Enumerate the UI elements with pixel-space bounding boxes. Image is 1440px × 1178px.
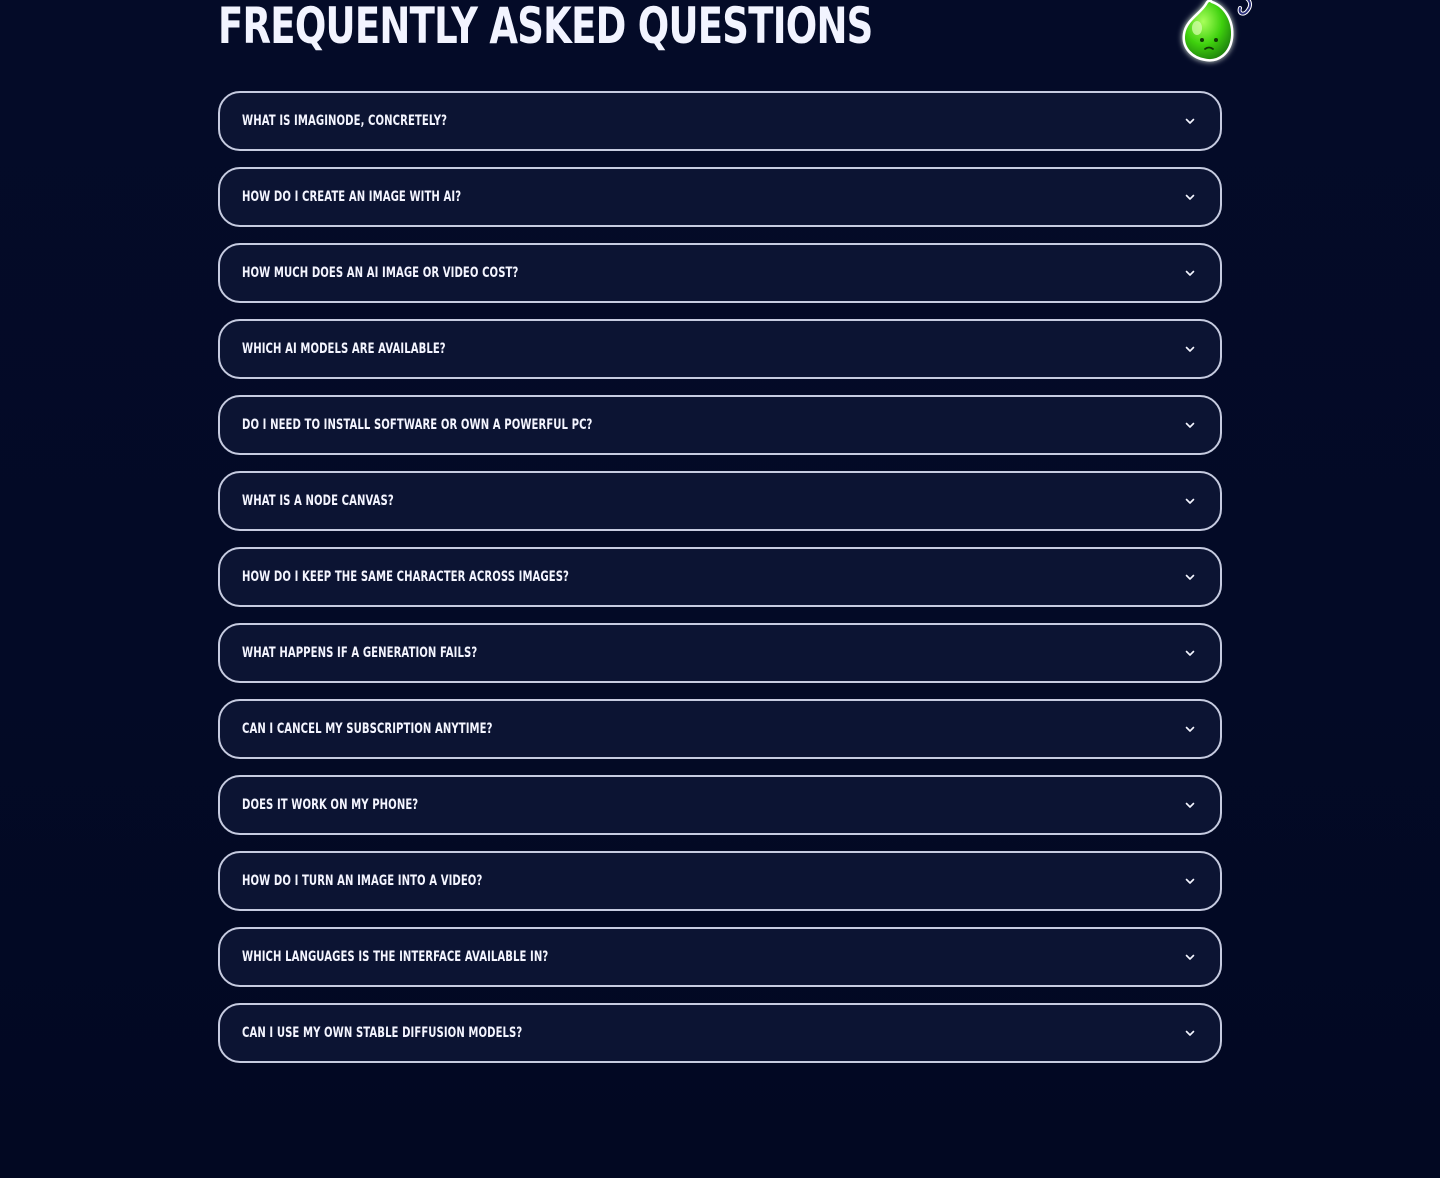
faq-question: WHICH LANGUAGES IS THE INTERFACE AVAILABLE IN?	[242, 949, 549, 965]
chevron-down-icon	[1184, 115, 1196, 127]
chevron-down-icon	[1184, 951, 1196, 963]
faq-item[interactable]	[218, 1003, 1222, 1063]
faq-item[interactable]	[218, 243, 1222, 303]
faq-question: DO I NEED TO INSTALL SOFTWARE OR OWN A POWERFUL PC?	[242, 417, 593, 433]
chevron-down-icon	[1184, 267, 1196, 279]
faq-question: CAN I USE MY OWN STABLE DIFFUSION MODELS?	[242, 1025, 523, 1041]
faq-question: HOW DO I CREATE AN IMAGE WITH AI?	[242, 189, 462, 205]
green-slime-mascot-icon	[1172, 0, 1262, 70]
faq-title: FREQUENTLY ASKED QUESTIONS	[218, 0, 873, 55]
faq-item[interactable]	[218, 167, 1222, 227]
faq-question: HOW MUCH DOES AN AI IMAGE OR VIDEO COST?	[242, 265, 519, 281]
faq-item[interactable]	[218, 319, 1222, 379]
chevron-down-icon	[1184, 571, 1196, 583]
chevron-down-icon	[1184, 799, 1196, 811]
faq-question: DOES IT WORK ON MY PHONE?	[242, 797, 419, 813]
chevron-down-icon	[1184, 419, 1196, 431]
faq-question: WHAT IS IMAGINODE, CONCRETELY?	[242, 113, 448, 129]
chevron-down-icon	[1184, 875, 1196, 887]
chevron-down-icon	[1184, 723, 1196, 735]
faq-item[interactable]	[218, 623, 1222, 683]
chevron-down-icon	[1184, 495, 1196, 507]
faq-item[interactable]	[218, 91, 1222, 151]
faq-item[interactable]	[218, 851, 1222, 911]
faq-item[interactable]	[218, 927, 1222, 987]
faq-question: HOW DO I TURN AN IMAGE INTO A VIDEO?	[242, 873, 483, 889]
chevron-down-icon	[1184, 191, 1196, 203]
faq-item[interactable]	[218, 775, 1222, 835]
chevron-down-icon	[1184, 343, 1196, 355]
faq-list	[218, 91, 1222, 1079]
faq-question: WHAT HAPPENS IF A GENERATION FAILS?	[242, 645, 478, 661]
faq-item[interactable]	[218, 547, 1222, 607]
faq-question: CAN I CANCEL MY SUBSCRIPTION ANYTIME?	[242, 721, 493, 737]
faq-item[interactable]	[218, 395, 1222, 455]
faq-question: HOW DO I KEEP THE SAME CHARACTER ACROSS IMAGES?	[242, 569, 569, 585]
faq-item[interactable]	[218, 699, 1222, 759]
faq-item[interactable]	[218, 471, 1222, 531]
faq-question: WHICH AI MODELS ARE AVAILABLE?	[242, 341, 446, 357]
chevron-down-icon	[1184, 647, 1196, 659]
faq-question: WHAT IS A NODE CANVAS?	[242, 493, 394, 509]
chevron-down-icon	[1184, 1027, 1196, 1039]
